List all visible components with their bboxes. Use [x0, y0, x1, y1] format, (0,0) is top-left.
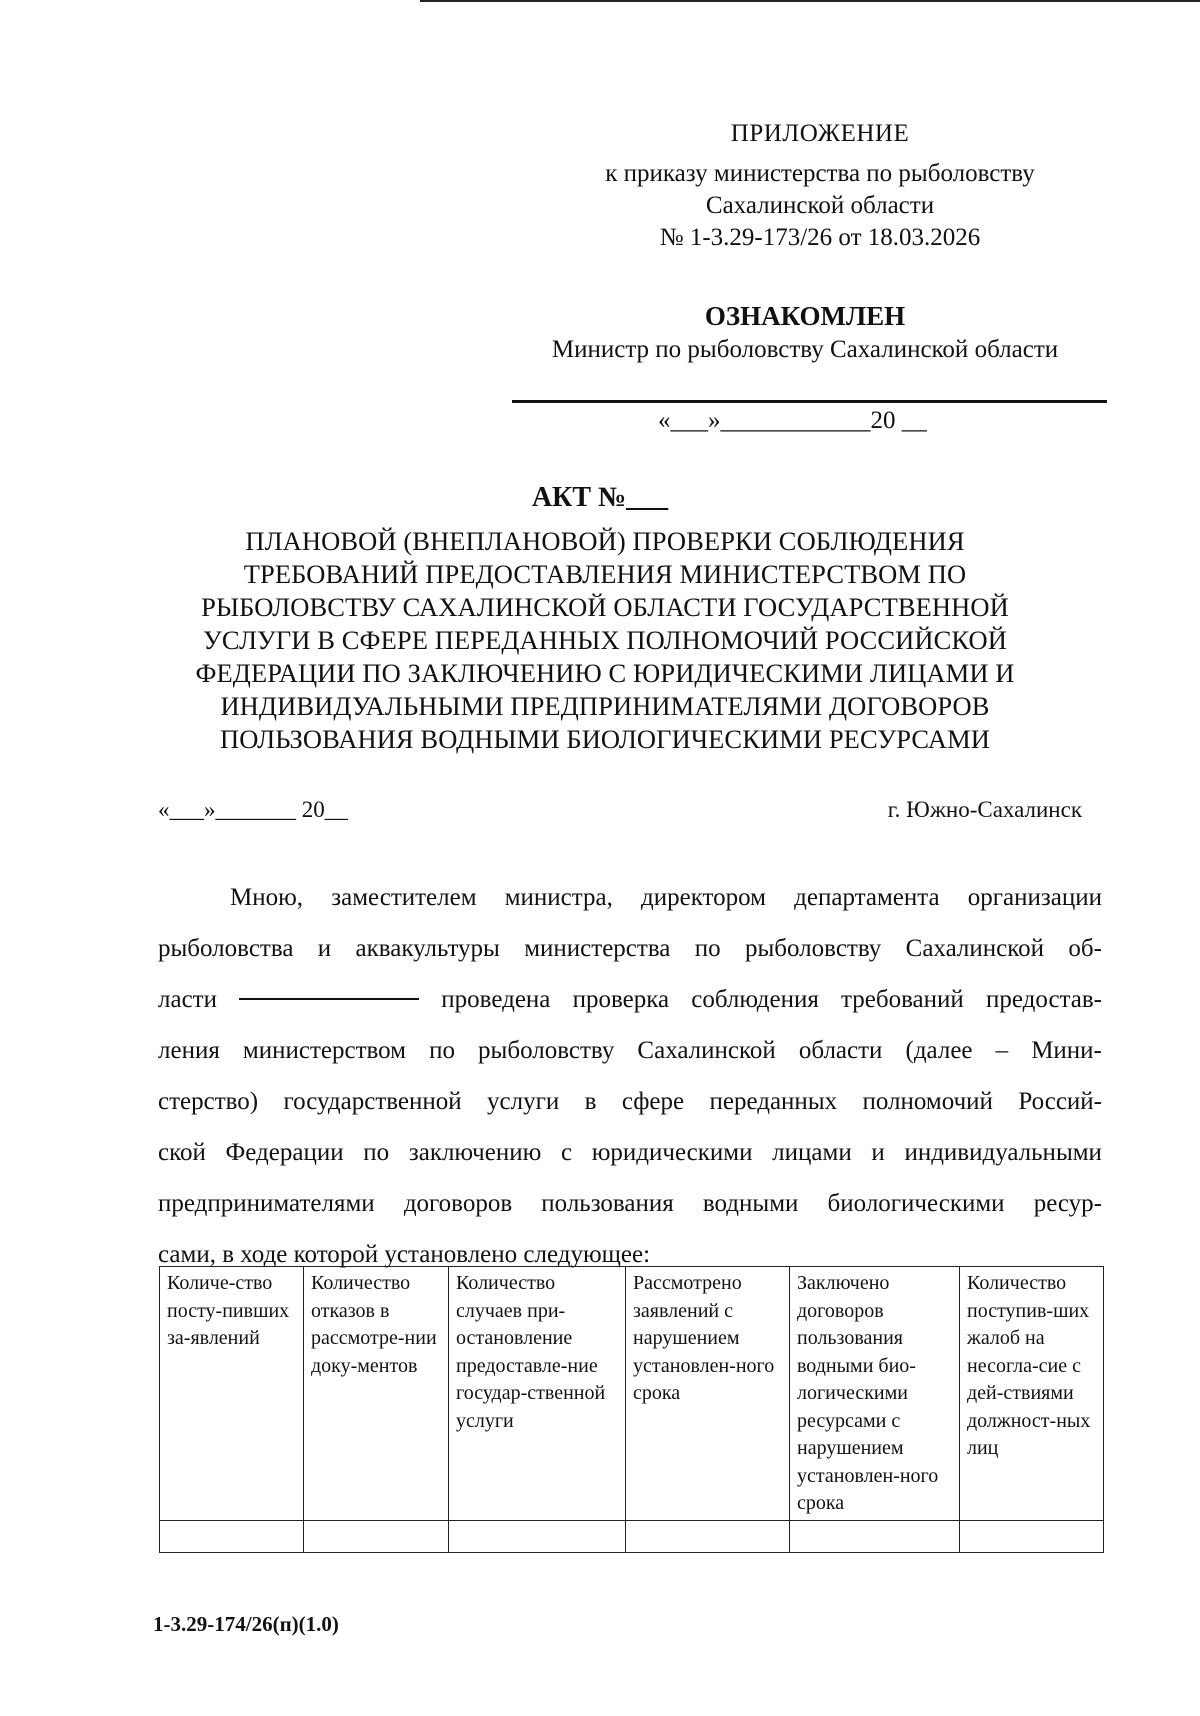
body-line: сами, в ходе которой установлено следующее: — [158, 1241, 651, 1268]
act-city: г. Южно-Сахалинск — [887, 797, 1082, 822]
appendix-order-number: № 1-3.29-173/26 от 18.03.2026 — [659, 224, 981, 251]
top-border-line — [420, 0, 1200, 2]
header-applications-received: Количе-ство посту-пивших за-явлений — [160, 1267, 304, 1521]
body-line: рыболовства и аквакультуры министерства по рыболовству Сахалинской об- — [158, 935, 1102, 962]
table-header-row — [160, 1267, 1104, 1521]
inspection-date-blank — [239, 974, 419, 1000]
act-heading-line: РЫБОЛОВСТВУ САХАЛИНСКОЙ ОБЛАСТИ ГОСУДАРСТВЕННОЙ — [201, 592, 1009, 622]
appendix-order-line: к приказу министерства по рыболовству — [605, 160, 1035, 187]
act-heading-line: ПОЛЬЗОВАНИЯ ВОДНЫМИ БИОЛОГИЧЕСКИМИ РЕСУРСАМИ — [219, 724, 991, 754]
act-heading-line: ТРЕБОВАНИЙ ПРЕДОСТАВЛЕНИЯ МИНИСТЕРСТВОМ ПО — [243, 559, 967, 589]
appendix-title: ПРИЛОЖЕНИЕ — [730, 120, 910, 147]
statistics-table — [159, 1266, 1104, 1553]
minister-position: Министр по рыболовству Сахалинской области — [551, 336, 1059, 363]
act-heading-line: ИНДИВИДУАЛЬНЫМИ ПРЕДПРИНИМАТЕЛЯМИ ДОГОВОРОВ — [220, 691, 990, 721]
header-late-reviews: Рассмотрено заявлений с нарушением установлен-ного срока — [626, 1267, 790, 1521]
act-heading-line: ФЕДЕРАЦИИ ПО ЗАКЛЮЧЕНИЮ С ЮРИДИЧЕСКИМИ ЛИЦАМИ И — [195, 658, 1015, 688]
header-late-contracts: Заключено договоров пользования водными био-логическими ресурсами с нарушением установлен-ного срока — [790, 1267, 960, 1521]
table-cell — [304, 1520, 449, 1552]
table-cell — [626, 1520, 790, 1552]
header-refusals: Количество отказов в рассмотре-нии доку-ментов — [304, 1267, 449, 1521]
appendix-region-line: Сахалинской области — [705, 192, 935, 219]
act-heading-line: УСЛУГИ В СФЕРЕ ПЕРЕДАННЫХ ПОЛНОМОЧИЙ РОССИЙСКОЙ — [202, 625, 1008, 655]
table-cell — [160, 1520, 304, 1552]
act-heading — [150, 525, 1060, 756]
table-cell — [960, 1520, 1104, 1552]
act-body-paragraph — [158, 872, 1102, 1280]
table-row — [160, 1520, 1104, 1552]
body-line: ления министерством по рыболовству Сахалинской области (далее – Мини- — [158, 1037, 1102, 1064]
signature-line — [512, 400, 1107, 403]
act-date: «___»_______ 20__ — [158, 797, 348, 822]
act-number: АКТ №___ — [531, 482, 669, 513]
body-line: ласти проведена проверка соблюдения требований предостав- — [158, 974, 1102, 1025]
body-line: ской Федерации по заключению с юридическими лицами и индивидуальными — [158, 1139, 1102, 1166]
document-code: 1-3.29-174/26(п)(1.0) — [153, 1612, 339, 1636]
acknowledgement-date: «___»____________20 __ — [658, 407, 927, 434]
table-cell — [449, 1520, 626, 1552]
table-cell — [790, 1520, 960, 1552]
body-line: предпринимателями договоров пользования водными биологическими ресур- — [158, 1190, 1102, 1217]
act-heading-line: ПЛАНОВОЙ (ВНЕПЛАНОВОЙ) ПРОВЕРКИ СОБЛЮДЕНИЯ — [245, 526, 965, 556]
header-complaints: Количество поступив-ших жалоб на несогла-сие с дей-ствиями должност-ных лиц — [960, 1267, 1104, 1521]
acknowledged-title: ОЗНАКОМЛЕН — [704, 301, 906, 331]
acknowledgement-block — [510, 300, 1100, 366]
appendix-block — [560, 118, 1080, 254]
header-suspensions: Количество случаев при-остановление предоставле-ние государ-ственной услуги — [449, 1267, 626, 1521]
body-line: стерство) государственной услуги в сфере переданных полномочий Россий- — [158, 1088, 1102, 1115]
body-line: Мною, заместителем министра, директором департамента организации — [230, 884, 1102, 911]
